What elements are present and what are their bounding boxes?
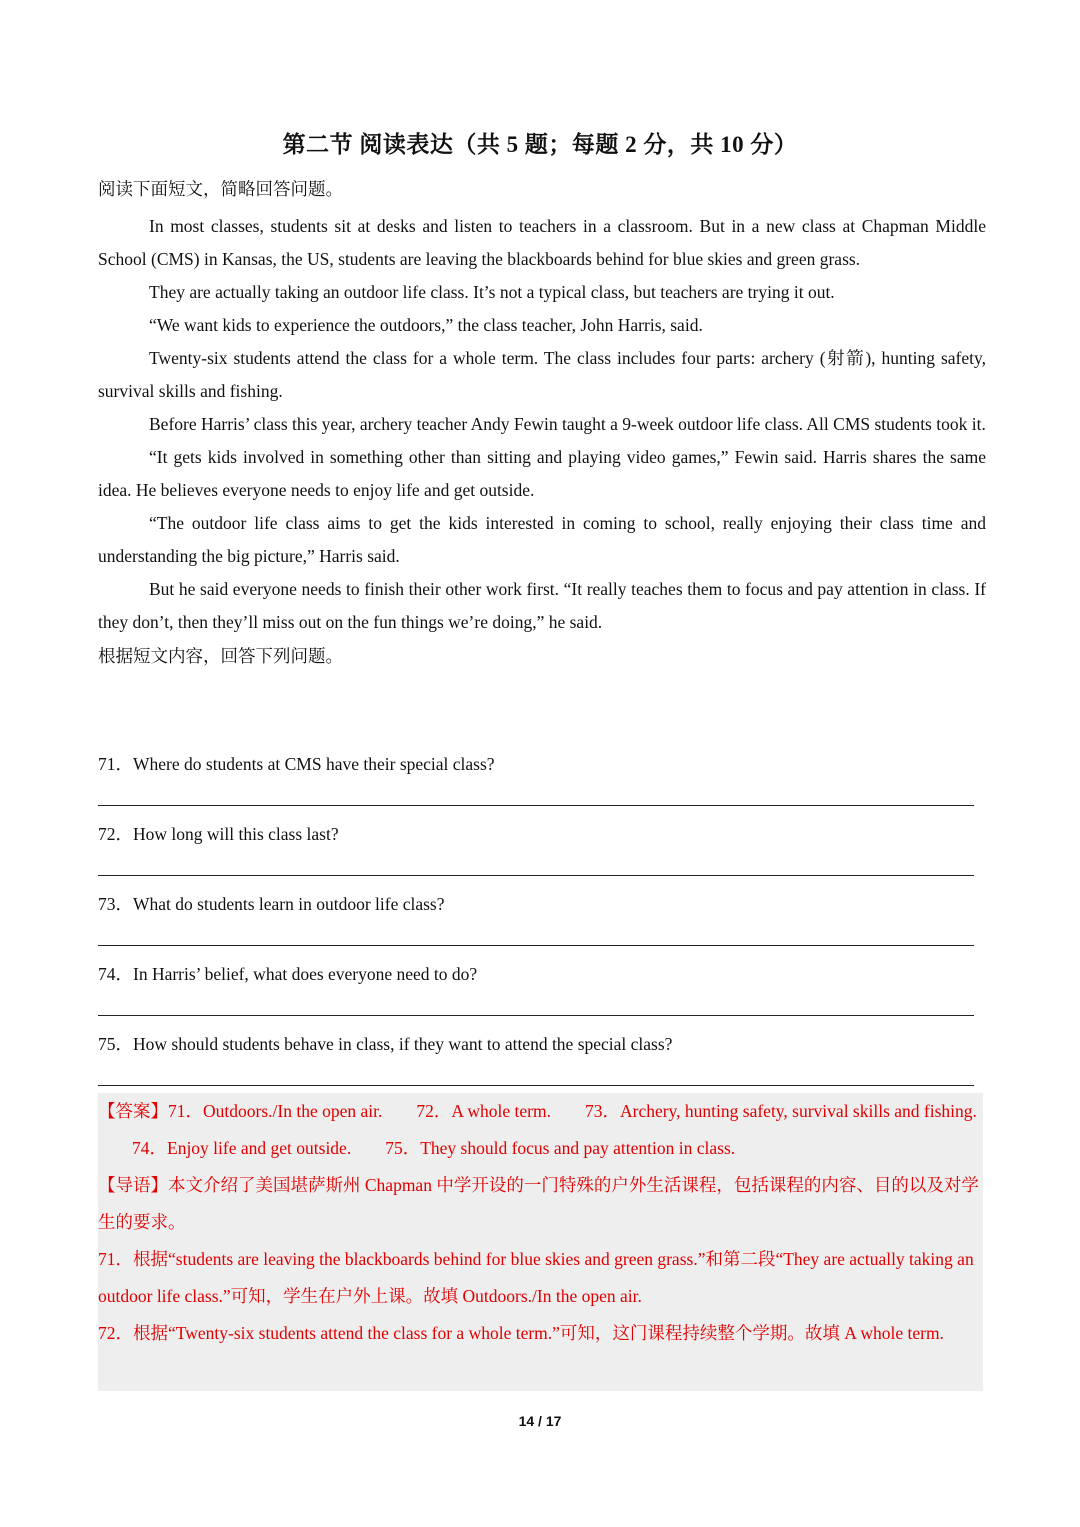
answer-line[interactable] [98,875,974,876]
answer-line[interactable] [98,1015,974,1016]
section-title: 第二节 阅读表达（共 5 题；每题 2 分，共 10 分） [282,132,798,157]
answer-74: 74．Enjoy life and get outside. [132,1138,352,1158]
question-71 [98,751,974,776]
explanation-71: 71．根据“students are leaving the blackboards behind for blue skies and green grass.”和第二段“They are actually taking an outdoor life class.”可知，学生在户外上课。故填 Outdoors./In the open air. [98,1249,974,1306]
question-72 [98,821,974,846]
question-75 [98,1031,974,1056]
passage-paragraph: Before Harris’ class this year, archery teacher Andy Fewin taught a 9-week outdoor life class. All CMS students took it. [149,414,986,434]
answer-line[interactable] [98,805,974,806]
passage-paragraph: “The outdoor life class aims to get the kids interested in coming to school, really enjoying their class time and understanding the big picture,” Harris said. [98,513,986,566]
intro-text: 本文介绍了美国堪萨斯州 Chapman 中学开设的一门特殊的户外生活课程，包括课程的内容、目的以及对学生的要求。 [98,1175,979,1232]
answer-keys [98,1093,983,1167]
passage-paragraph: Twenty-six students attend the class for a whole term. The class includes four parts: archery (射箭), hunting safety, survival skills and fishing. [98,348,986,401]
answer-72: 72．A whole term. [416,1101,551,1121]
explanation-72: 72．根据“Twenty-six students attend the class for a whole term.”可知，这门课程持续整个学期。故填 A whole term. [98,1323,944,1343]
question-text: 73．What do students learn in outdoor life class? [98,894,445,914]
answer-75: 75．They should focus and pay attention in class. [385,1138,736,1158]
passage-paragraph: They are actually taking an outdoor life class. It’s not a typical class, but teachers are trying it out. [149,282,835,302]
passage-paragraph: In most classes, students sit at desks and listen to teachers in a classroom. But in a new class at Chapman Middle School (CMS) in Kansas, the US, students are leaving the blackboards behind for blue skies and green grass. [98,216,986,269]
question-74 [98,961,974,986]
question-text: 75．How should students behave in class, if they want to attend the special class? [98,1034,673,1054]
page-number: 14 / 17 [518,1413,562,1429]
question-text: 72．How long will this class last? [98,824,339,844]
answer-line[interactable] [98,1085,974,1086]
question-73 [98,891,974,916]
answer-71: 71．Outdoors./In the open air. [168,1101,383,1121]
instruction-answer: 根据短文内容，回答下列问题。 [98,646,343,666]
instruction-read: 阅读下面短文，简略回答问题。 [98,179,343,199]
reading-passage [98,172,986,673]
answer-line[interactable] [98,945,974,946]
passage-paragraph: “We want kids to experience the outdoors,” the class teacher, John Harris, said. [149,315,703,335]
passage-paragraph: “It gets kids involved in something other than sitting and playing video games,” Fewin said. Harris shares the same idea. He believes everyone needs to enjoy life and get outside. [98,447,986,500]
passage-paragraph: But he said everyone needs to finish their other work first. “It really teaches them to focus and pay attention in class. If they don’t, then they’ll miss out on the fun things we’re doing,” he said. [98,579,986,632]
intro-paragraph [98,1167,983,1241]
question-text: 74．In Harris’ belief, what does everyone need to do? [98,964,478,984]
answer-section [98,1093,983,1391]
intro-tag: 【导语】 [98,1175,168,1195]
answer-73: 73．Archery, hunting safety, survival skills and fishing. [584,1101,977,1121]
question-text: 71．Where do students at CMS have their special class? [98,754,495,774]
answer-tag: 【答案】 [98,1101,168,1121]
